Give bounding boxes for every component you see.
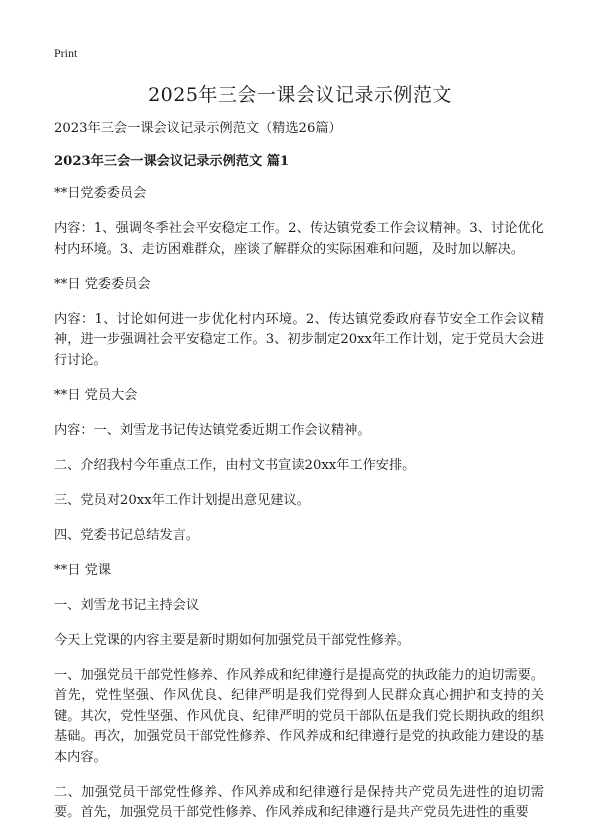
meeting-content: 内容：一、刘雪龙书记传达镇党委近期工作会议精神。: [54, 422, 371, 438]
meeting-item: 三、党员对20xx年工作计划提出意见建议。: [54, 492, 310, 508]
body-paragraph: 一、加强党员干部党性修养、作风养成和纪律遵行是提高党的执政能力的迫切需要。首先，党性坚强、作风优良、纪律严明是我们党得到人民群众真心拥护和支持的关键。其次，党性坚强、作风优良、纪律严明的党员干部队伍是我们党长期执政的组织基础。再次，加强党员干部党性修养、作风养成和纪律遵行是党的执政能力建设的基本内容。: [54, 667, 544, 765]
meeting-item: 四、党委书记总结发言。: [54, 527, 200, 543]
meeting-content: 内容：1、强调冬季社会平安稳定工作。2、传达镇党委工作会议精神。3、讨论优化村内环境。3、走访困难群众，座谈了解群众的实际困难和问题，及时加以解决。: [54, 221, 544, 257]
meeting-item: 一、刘雪龙书记主持会议: [54, 597, 200, 613]
meeting-heading: **日 党员大会: [54, 387, 138, 403]
meeting-item: 二、介绍我村今年重点工作，由村文书宣读20xx年工作安排。: [54, 457, 416, 473]
print-label: Print: [54, 46, 78, 60]
document-title: 2025年三会一课会议记录示例范文: [148, 84, 452, 106]
document-subtitle: 2023年三会一课会议记录示例范文（精选26篇）: [54, 121, 342, 136]
document-body: [54, 119, 544, 838]
meeting-heading: **日 党委委员会: [54, 276, 151, 292]
meeting-content: 内容：1、讨论如何进一步优化村内环境。2、传达镇党委政府春节安全工作会议精神，进一步强调社会平安稳定工作。3、初步制定20xx年工作计划，定于党员大会进行讨论。: [54, 311, 544, 368]
body-paragraph: 今天上党课的内容主要是新时期如何加强党员干部党性修养。: [54, 632, 411, 648]
meeting-heading: **日 党课: [54, 562, 111, 578]
meeting-heading: **日党委委员会: [54, 186, 147, 201]
section-heading: 2023年三会一课会议记录示例范文 篇1: [54, 153, 290, 169]
body-paragraph: 二、加强党员干部党性修养、作风养成和纪律遵行是保持共产党员先进性的迫切需要。首先，加强党员干部党性修养、作风养成和纪律遵行是共产党员先进性的重要: [54, 784, 544, 820]
